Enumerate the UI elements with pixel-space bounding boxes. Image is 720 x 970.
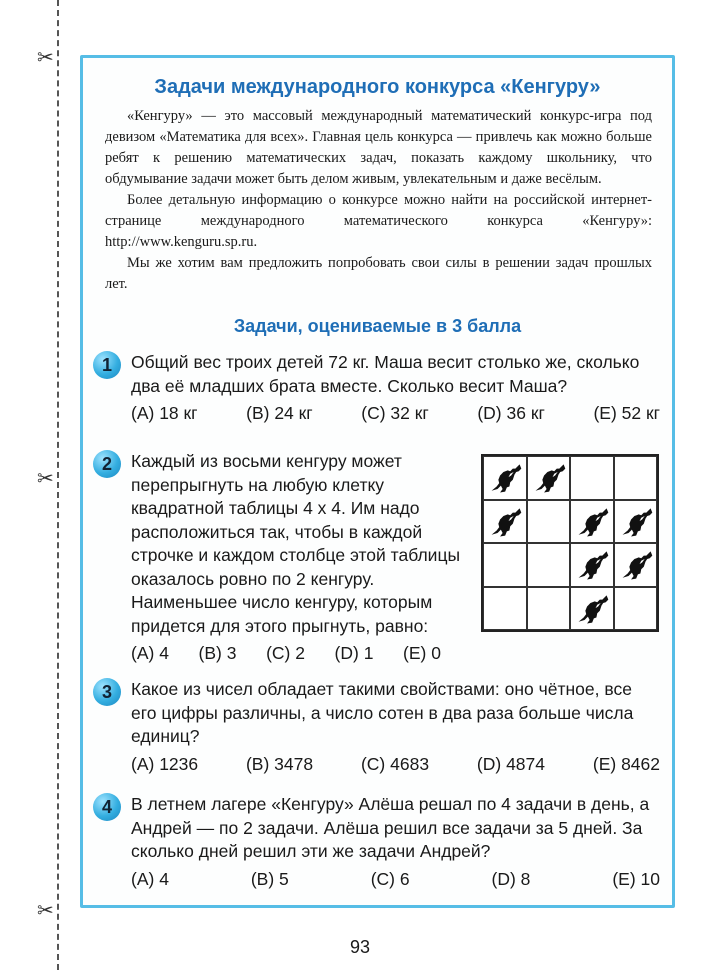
answer-option[interactable]: (D) 36 кг [477, 403, 545, 423]
answer-option[interactable]: (E) 0 [403, 643, 441, 663]
grid-cell [527, 500, 571, 544]
answer-options [131, 642, 441, 666]
grid-cell [527, 543, 571, 587]
problem-number: 2 [93, 450, 121, 478]
answer-option[interactable]: (B) 24 кг [246, 403, 313, 423]
grid-cell [570, 587, 614, 631]
answer-option[interactable]: (C) 32 кг [361, 403, 429, 423]
intro-text [105, 106, 652, 295]
problem-number: 3 [93, 678, 121, 706]
answer-option[interactable]: (E) 10 [612, 868, 660, 889]
intro-paragraph: «Кенгуру» — это массовый международный математический конкурс-игра под девизом «Математика для всех». Главная цель конкурса — привлечь как можно больше ребят к решению математических задач, показать каждому школьнику, что обдумывание задачи может быть делом живым, увлекательным и даже весёлым. [105, 108, 652, 187]
grid-cell [570, 456, 614, 500]
grid-cell [614, 587, 658, 631]
kangaroo-grid [481, 454, 659, 632]
intro-paragraph: Мы же хотим вам предложить попробовать свои силы в решении задач прошлых лет. [105, 255, 652, 292]
grid-cell [483, 456, 527, 500]
grid-cell [614, 500, 658, 544]
section-title: Задачи, оцениваемые в 3 балла [233, 316, 522, 336]
problem-4 [93, 793, 660, 891]
answer-option[interactable]: (E) 8462 [592, 753, 660, 774]
problem-number: 1 [93, 351, 121, 379]
scissors-icon: ✂ [37, 466, 54, 490]
page-title: Задачи международного конкурса «Кенгуру» [154, 76, 601, 98]
answer-option[interactable]: (D) 4874 [476, 753, 546, 774]
page-number: 93 [349, 937, 371, 957]
answer-option[interactable]: (C) 6 [370, 868, 410, 889]
grid-cell [570, 543, 614, 587]
intro-paragraph: Более детальную информацию о конкурсе можно найти на российской интернет-странице международного математического конкурса «Кенгуру»: http://www.kenguru.sp.ru. [105, 192, 652, 250]
answer-option[interactable]: (B) 3478 [245, 753, 314, 774]
answer-options [131, 868, 660, 892]
answer-option[interactable]: (A) 18 кг [131, 403, 198, 423]
grid-cell [614, 456, 658, 500]
answer-option[interactable]: (C) 2 [266, 643, 305, 663]
problem-3 [93, 678, 660, 776]
answer-option[interactable]: (B) 3 [198, 643, 237, 663]
problem-1 [93, 351, 660, 426]
answer-option[interactable]: (E) 52 кг [593, 403, 660, 423]
problem-text: Каждый из восьми кенгуру может перепрыгнуть на любую клетку квадратной таблицы 4 х 4. Им надо расположиться так, чтобы в каждой строчке и каждом столбце этой таблицы оказалось ровно по 2 кенгуру. Наименьшее число кенгуру, которым придется для этого прыгнуть, равно: [131, 451, 461, 636]
content-frame [80, 55, 675, 908]
grid-cell [483, 500, 527, 544]
grid-cell [527, 587, 571, 631]
problem-2 [93, 450, 472, 666]
problem-number: 4 [93, 793, 121, 821]
scissors-icon: ✂ [37, 898, 54, 922]
scissors-icon: ✂ [37, 45, 54, 69]
answer-options [131, 753, 660, 777]
problem-text: Общий вес троих детей 72 кг. Маша весит столько же, сколько два её младших брата вместе. Сколько весит Маша? [131, 352, 640, 396]
answer-options [131, 402, 660, 426]
grid-cell [614, 543, 658, 587]
grid-cell [483, 543, 527, 587]
answer-option[interactable]: (C) 4683 [360, 753, 430, 774]
grid-cell [527, 456, 571, 500]
answer-option[interactable]: (A) 1236 [131, 753, 199, 774]
answer-option[interactable]: (D) 8 [491, 868, 531, 889]
answer-option[interactable]: (A) 4 [131, 643, 169, 663]
answer-option[interactable]: (A) 4 [131, 868, 169, 889]
problem-text: В летнем лагере «Кенгуру» Алёша решал по 4 задачи в день, а Андрей — по 2 задачи. Алёша решил все задачи за 5 дней. За сколько дней решил эти же задачи Андрей? [131, 794, 650, 861]
answer-option[interactable]: (D) 1 [334, 643, 374, 663]
grid-cell [483, 587, 527, 631]
answer-option[interactable]: (B) 5 [250, 868, 289, 889]
grid-cell [570, 500, 614, 544]
cut-line [57, 0, 59, 970]
problem-text: Какое из чисел обладает такими свойствами: оно чётное, все его цифры различны, а число сотен в два раза больше числа единиц? [131, 679, 634, 746]
